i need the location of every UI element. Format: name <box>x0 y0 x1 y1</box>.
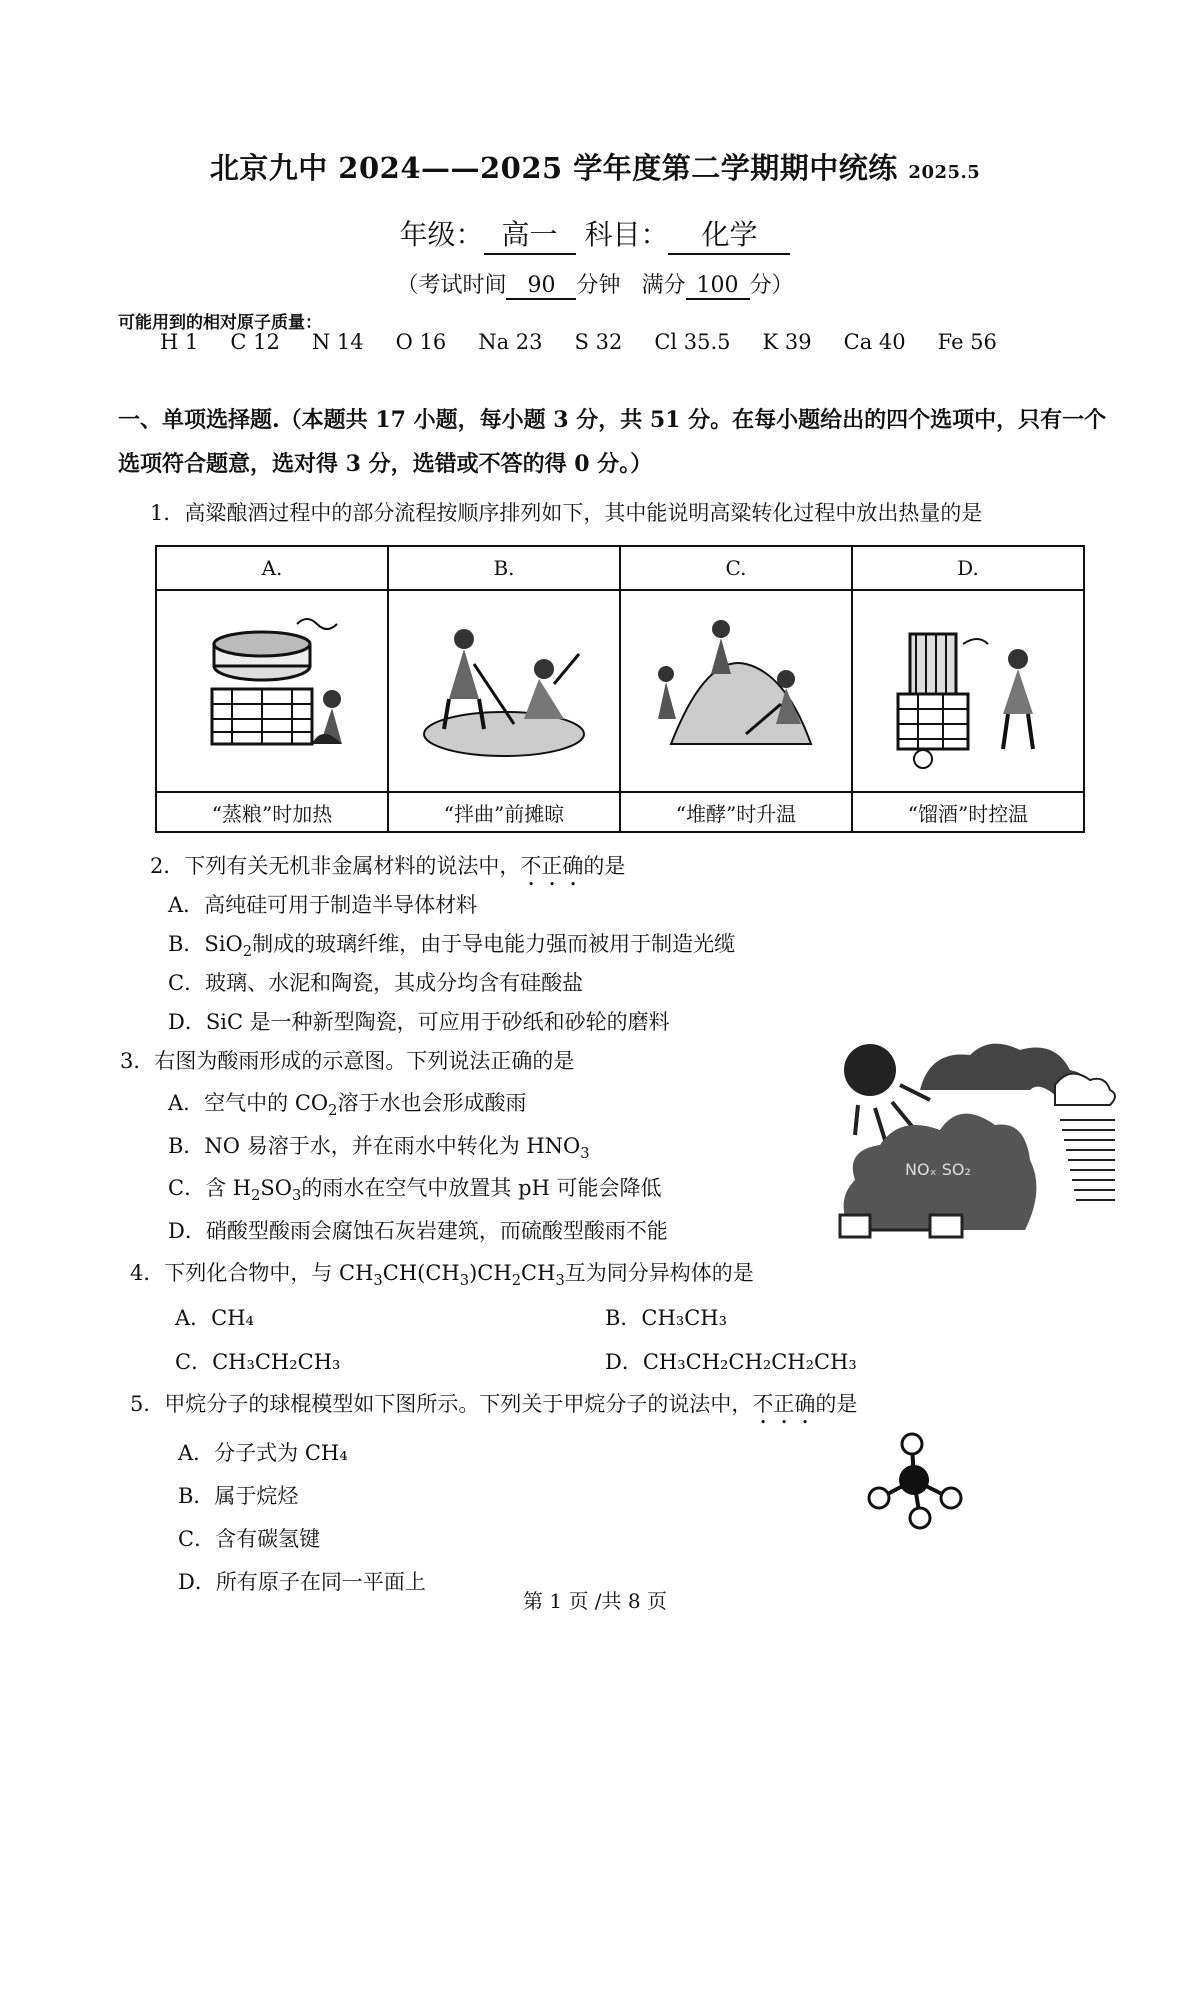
q1-caption-d: “馏酒”时控温 <box>852 792 1084 832</box>
q3-option-b-pre: B．NO 易溶于水，并在雨水中转化为 HNO <box>168 1134 581 1158</box>
q5-option-b: B．属于烷烃 <box>178 1484 299 1508</box>
q4-stem <box>130 1257 754 1289</box>
q1-stem: 1．高粱酿酒过程中的部分流程按顺序排列如下，其中能说明高粱转化过程中放出热量的是 <box>150 501 983 525</box>
q4-sub-3: 2 <box>511 1272 522 1290</box>
acid-rain-diagram <box>830 1030 1130 1240</box>
q3-option-c-sub2: 3 <box>292 1187 302 1205</box>
q2-option-b-sub: 2 <box>242 943 253 961</box>
atomic-mass-list <box>160 330 1029 354</box>
time-score-line <box>0 268 1190 300</box>
sun-icon <box>844 1044 896 1096</box>
q2-option-b <box>168 928 735 960</box>
q4-stem-m1: CH(CH <box>382 1261 460 1285</box>
q2-stem-pre: 2．下列有关无机非金属材料的说法中， <box>150 854 521 878</box>
q2-option-b-post: 制成的玻璃纤维，由于导电能力强而被用于制造光缆 <box>252 932 736 956</box>
q5-option-c: C．含有碳氢键 <box>178 1527 321 1551</box>
exam-title-text: 北京九中 2024——2025 学年度第二学期期中统练 <box>209 151 898 185</box>
q2-option-a: A．高纯硅可用于制造半导体材料 <box>168 893 478 917</box>
score-unit: 分） <box>749 273 794 298</box>
q3-option-c-sub1: 2 <box>251 1187 261 1205</box>
q3-option-a-sub: 2 <box>328 1102 338 1120</box>
q1-header-b: B. <box>388 546 620 590</box>
distilling-illustration <box>868 604 1068 774</box>
atomic-mass-item: O 16 <box>395 330 447 354</box>
q2-stem-post: 的是 <box>583 854 626 878</box>
q3-stem: 3．右图为酸雨形成的示意图。下列说法正确的是 <box>120 1049 575 1073</box>
atomic-mass-item: K 39 <box>762 330 812 354</box>
atomic-mass-item: N 14 <box>311 330 364 354</box>
q2-stem-emphasis: 不正确 <box>520 854 584 878</box>
q3-option-d: D．硝酸型酸雨会腐蚀石灰岩建筑，而硫酸型酸雨不能 <box>168 1219 668 1243</box>
mixing-illustration <box>404 604 604 774</box>
exam-date: 2025.5 <box>908 162 981 183</box>
q3-option-a-pre: A．空气中的 CO <box>168 1091 329 1115</box>
q2-option-c: C．玻璃、水泥和陶瓷，其成分均含有硅酸盐 <box>168 971 584 995</box>
score-prefix: 满分 <box>641 273 686 298</box>
q4-option-d: D．CH₃CH₂CH₂CH₂CH₃ <box>605 1350 857 1374</box>
grade-value: 高一 <box>484 213 576 255</box>
q3-option-c-post: 的雨水在空气中放置其 pH 可能会降低 <box>301 1176 662 1200</box>
q5-option-d: D．所有原子在同一平面上 <box>178 1570 426 1594</box>
q5-option-a: A．分子式为 CH₄ <box>178 1441 348 1465</box>
q1-caption-b: “拌曲”前摊晾 <box>388 792 620 832</box>
q1-image-b <box>388 590 620 792</box>
q2-option-b-pre: B．SiO <box>168 932 243 956</box>
q1-caption-a: “蒸粮”时加热 <box>156 792 388 832</box>
q4-sub-2: 3 <box>459 1272 470 1290</box>
q5-stem-post: 的是 <box>815 1392 858 1416</box>
atomic-mass-item: H 1 <box>160 330 199 354</box>
q4-stem-m2: )CH <box>469 1261 512 1285</box>
acid-rain-gas-labels: NOₓ SO₂ <box>905 1160 971 1179</box>
atomic-mass-item: S 32 <box>574 330 623 354</box>
grade-subject-line <box>0 213 1190 255</box>
q5-stem-pre: 5．甲烷分子的球棍模型如下图所示。下列关于甲烷分子的说法中， <box>130 1392 753 1416</box>
atomic-mass-item: Fe 56 <box>937 330 997 354</box>
q3-option-c <box>168 1172 662 1204</box>
q1-options-table <box>155 545 1085 833</box>
q3-option-c-pre: C．含 H <box>168 1176 252 1200</box>
rain-lines <box>1060 1120 1115 1200</box>
subject-label: 科目： <box>584 218 669 251</box>
q1-header-d: D. <box>852 546 1084 590</box>
q1-header-c: C. <box>620 546 852 590</box>
q3-option-a-post: 溶于水也会形成酸雨 <box>337 1091 527 1115</box>
q4-stem-post: 互为同分异构体的是 <box>564 1261 754 1285</box>
q4-sub-4: 3 <box>555 1272 565 1290</box>
q5-stem-emphasis: 不正确 <box>752 1392 816 1416</box>
q3-option-a <box>168 1087 526 1119</box>
q1-image-d <box>852 590 1084 792</box>
time-value: 90 <box>506 273 576 300</box>
q4-option-a: A．CH₄ <box>175 1306 254 1330</box>
grade-label: 年级： <box>399 218 484 251</box>
q4-option-c: C．CH₃CH₂CH₃ <box>175 1350 341 1374</box>
cloud-icon <box>1055 1074 1115 1105</box>
q2-option-d: D．SiC 是一种新型陶瓷，可应用于砂纸和砂轮的磨料 <box>168 1010 670 1034</box>
atomic-mass-item: Cl 35.5 <box>654 330 731 354</box>
subject-value: 化学 <box>668 213 790 255</box>
q3-option-b-sub: 3 <box>580 1145 590 1163</box>
exam-title <box>0 146 1190 187</box>
q1-image-c <box>620 590 852 792</box>
q1-caption-c: “堆酵”时升温 <box>620 792 852 832</box>
fermenting-illustration <box>636 604 836 774</box>
q4-stem-m3: CH <box>521 1261 556 1285</box>
q4-stem-pre: 4．下列化合物中，与 CH <box>130 1261 374 1285</box>
q3-option-b <box>168 1130 590 1162</box>
atomic-mass-item: Na 23 <box>478 330 543 354</box>
score-value: 100 <box>686 273 750 300</box>
time-unit: 分钟 <box>576 273 621 298</box>
atomic-mass-label: 可能用到的相对原子质量： <box>118 313 322 333</box>
atomic-mass-item: C 12 <box>230 330 280 354</box>
section-1-instructions: 一、单项选择题.（本题共 17 小题，每小题 3 分，共 51 分。在每小题给出的四个选项中，只有一个选项符合题意，选对得 3 分，选错或不答的得 0 分。） <box>118 407 1107 477</box>
q4-option-b: B．CH₃CH₃ <box>605 1306 728 1330</box>
q3-option-c-mid: SO <box>260 1176 293 1200</box>
steaming-illustration <box>172 604 372 774</box>
time-prefix: （考试时间 <box>396 273 507 298</box>
q1-image-a <box>156 590 388 792</box>
atomic-mass-item: Ca 40 <box>843 330 906 354</box>
q2-stem <box>150 850 625 891</box>
q4-sub-1: 3 <box>373 1272 383 1290</box>
q5-stem <box>130 1388 857 1429</box>
methane-ball-stick-model <box>862 1430 972 1530</box>
page-number: 第 1 页 /共 8 页 <box>523 1589 667 1613</box>
q1-header-a: A. <box>156 546 388 590</box>
